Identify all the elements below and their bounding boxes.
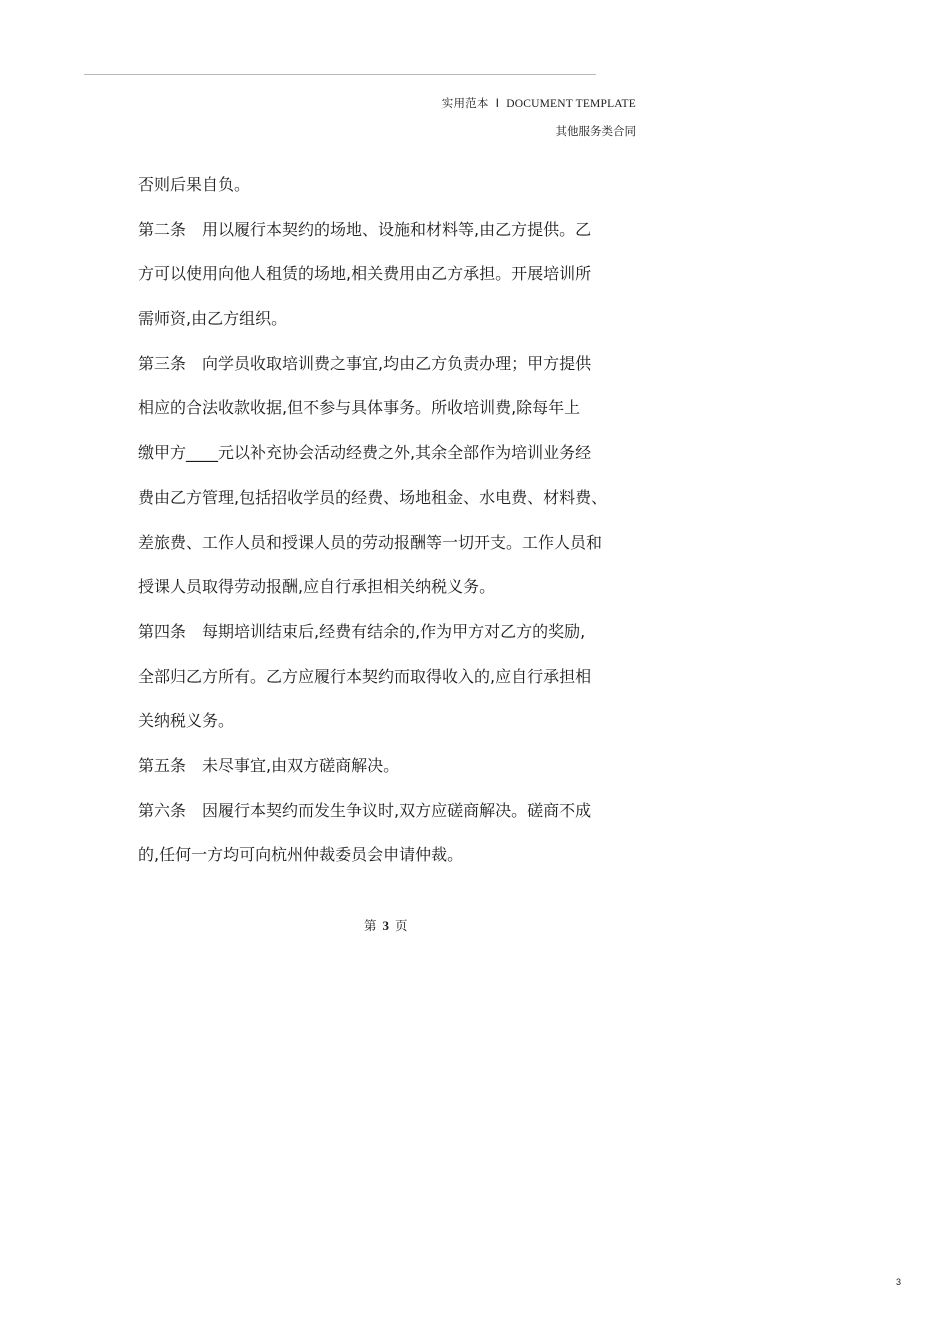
body-line: 第六条 因履行本契约而发生争议时,双方应磋商解决。磋商不成: [138, 800, 592, 820]
page-footer: [364, 916, 408, 934]
body-line: 全部归乙方所有。乙方应履行本契约而取得收入的,应自行承担相: [138, 666, 592, 686]
body-line: 缴甲方____元以补充协会活动经费之外,其余全部作为培训业务经: [138, 443, 592, 463]
corner-page-number: 3: [896, 1277, 902, 1287]
footer-suffix: 页: [395, 918, 408, 933]
body-line: 相应的合法收款收据,但不参与具体事务。所收培训费,除每年上: [138, 398, 581, 418]
document-category: 其他服务类合同: [555, 124, 636, 138]
body-line: 第四条 每期培训结束后,经费有结余的,作为甲方对乙方的奖励,: [138, 621, 586, 641]
body-line: 第五条 未尽事宜,由双方磋商解决。: [138, 755, 400, 775]
footer-page-number: 3: [382, 918, 390, 933]
contract-body: [138, 170, 638, 885]
footer-prefix: 第: [364, 918, 377, 933]
body-line: 方可以使用向他人租赁的场地,相关费用由乙方承担。开展培训所: [138, 264, 592, 284]
template-label-cn: 实用范本: [441, 96, 489, 110]
body-line: 关纳税义务。: [138, 711, 235, 731]
body-line: 第三条 向学员收取培训费之事宜,均由乙方负责办理；甲方提供: [138, 353, 592, 373]
template-separator: I: [495, 96, 500, 110]
body-line: 差旅费、工作人员和授课人员的劳动报酬等一切开支。工作人员和: [138, 532, 603, 552]
body-line: 需师资,由乙方组织。: [138, 309, 288, 329]
body-line: 的,任何一方均可向杭州仲裁委员会申请仲裁。: [138, 845, 464, 865]
body-line: 否则后果自负。: [138, 175, 251, 194]
header-template-label: [442, 95, 636, 111]
template-label-en: DOCUMENT TEMPLATE: [506, 98, 636, 110]
body-line: 授课人员取得劳动报酬,应自行承担相关纳税义务。: [138, 577, 496, 597]
header-rule: [84, 74, 596, 75]
body-line: 费由乙方管理,包括招收学员的经费、场地租金、水电费、材料费、: [138, 487, 608, 507]
body-line: 第二条 用以履行本契约的场地、设施和材料等,由乙方提供。乙: [138, 219, 592, 239]
